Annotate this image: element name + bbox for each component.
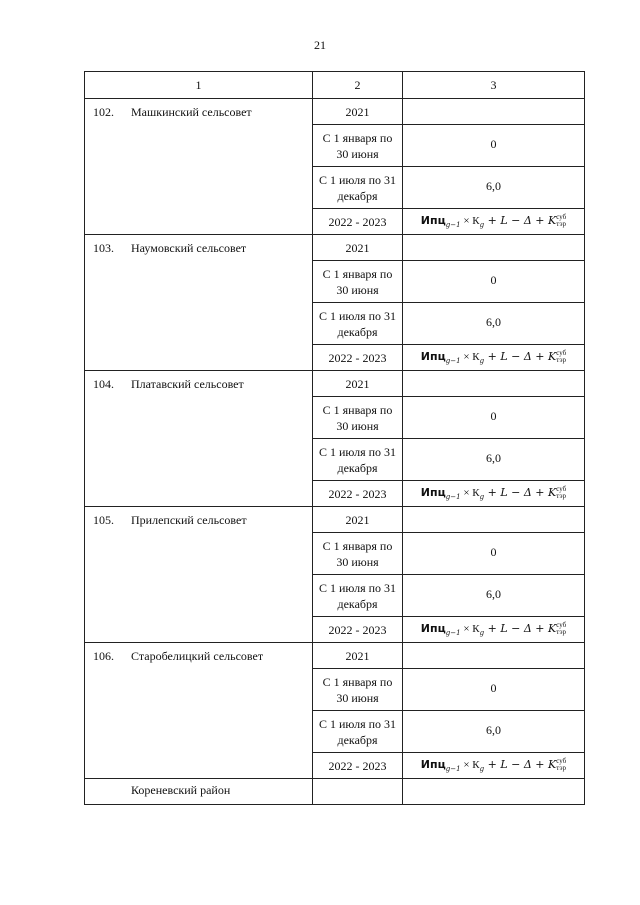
column-header-1: 1: [85, 72, 313, 99]
formula: $Ипц_{g-1} \times К_g + L - \Delta$ + Kсуб тэр: [403, 481, 585, 507]
period-year: 2021: [313, 643, 403, 669]
period-jan-jun: С 1 января по 30 июня: [313, 397, 403, 439]
value-empty: [403, 643, 585, 669]
value-empty: [403, 99, 585, 125]
region-cell: [85, 371, 313, 507]
table-row: [85, 235, 585, 261]
region-number: 103.: [93, 241, 114, 255]
period-jul-dec: С 1 июля по 31 декабря: [313, 303, 403, 345]
period-jul-dec: С 1 июля по 31 декабря: [313, 575, 403, 617]
value-empty: [403, 371, 585, 397]
table-row: [85, 507, 585, 533]
region-name: Машкинский сельсовет: [131, 105, 252, 119]
region-number: 104.: [93, 377, 114, 391]
formula: $Ипц_{g-1} \times К_g + L - \Delta$ + Kсуб тэр: [403, 617, 585, 643]
table-row: [85, 371, 585, 397]
period-year: 2021: [313, 235, 403, 261]
period-range: 2022 - 2023: [313, 753, 403, 779]
value-jul-dec: 6,0: [403, 303, 585, 345]
value-jan-jun: 0: [403, 669, 585, 711]
value-jan-jun: 0: [403, 533, 585, 575]
region-number: 106.: [93, 649, 114, 663]
region-number: 102.: [93, 105, 114, 119]
formula: $Ипц_{g-1} \times К_g + L - \Delta$ + Kсуб тэр: [403, 345, 585, 371]
district-period-empty: [313, 779, 403, 805]
period-range: 2022 - 2023: [313, 345, 403, 371]
region-name: Наумовский сельсовет: [131, 241, 247, 255]
value-jul-dec: 6,0: [403, 711, 585, 753]
column-header-3: 3: [403, 72, 585, 99]
period-year: 2021: [313, 99, 403, 125]
region-cell: [85, 99, 313, 235]
region-number: 105.: [93, 513, 114, 527]
value-jan-jun: 0: [403, 397, 585, 439]
value-jul-dec: 6,0: [403, 167, 585, 209]
region-name: Прилепский сельсовет: [131, 513, 247, 527]
district-name: Кореневский район: [85, 779, 313, 805]
district-value-empty: [403, 779, 585, 805]
period-year: 2021: [313, 371, 403, 397]
period-jul-dec: С 1 июля по 31 декабря: [313, 167, 403, 209]
value-jul-dec: 6,0: [403, 575, 585, 617]
value-jul-dec: 6,0: [403, 439, 585, 481]
period-jul-dec: С 1 июля по 31 декабря: [313, 711, 403, 753]
table-body: [85, 99, 585, 805]
region-cell: [85, 643, 313, 779]
period-jul-dec: С 1 июля по 31 декабря: [313, 439, 403, 481]
period-jan-jun: С 1 января по 30 июня: [313, 533, 403, 575]
table-row: [85, 99, 585, 125]
period-range: 2022 - 2023: [313, 481, 403, 507]
tariff-table: [84, 71, 585, 805]
value-empty: [403, 507, 585, 533]
period-jan-jun: С 1 января по 30 июня: [313, 669, 403, 711]
region-cell: [85, 235, 313, 371]
period-year: 2021: [313, 507, 403, 533]
region-name: Платавский сельсовет: [131, 377, 244, 391]
formula: $Ипц_{g-1} \times К_g + L - \Delta$ + Kсуб тэр: [403, 209, 585, 235]
value-jan-jun: 0: [403, 125, 585, 167]
period-jan-jun: С 1 января по 30 июня: [313, 125, 403, 167]
district-row: [85, 779, 585, 805]
table-row: [85, 643, 585, 669]
value-empty: [403, 235, 585, 261]
region-name: Старобелицкий сельсовет: [131, 649, 264, 663]
period-range: 2022 - 2023: [313, 209, 403, 235]
period-range: 2022 - 2023: [313, 617, 403, 643]
formula: $Ипц_{g-1} \times К_g + L - \Delta$ + Kсуб тэр: [403, 753, 585, 779]
column-header-2: 2: [313, 72, 403, 99]
period-jan-jun: С 1 января по 30 июня: [313, 261, 403, 303]
header-row: [85, 72, 585, 99]
value-jan-jun: 0: [403, 261, 585, 303]
region-cell: [85, 507, 313, 643]
page-number: 21: [314, 38, 326, 52]
